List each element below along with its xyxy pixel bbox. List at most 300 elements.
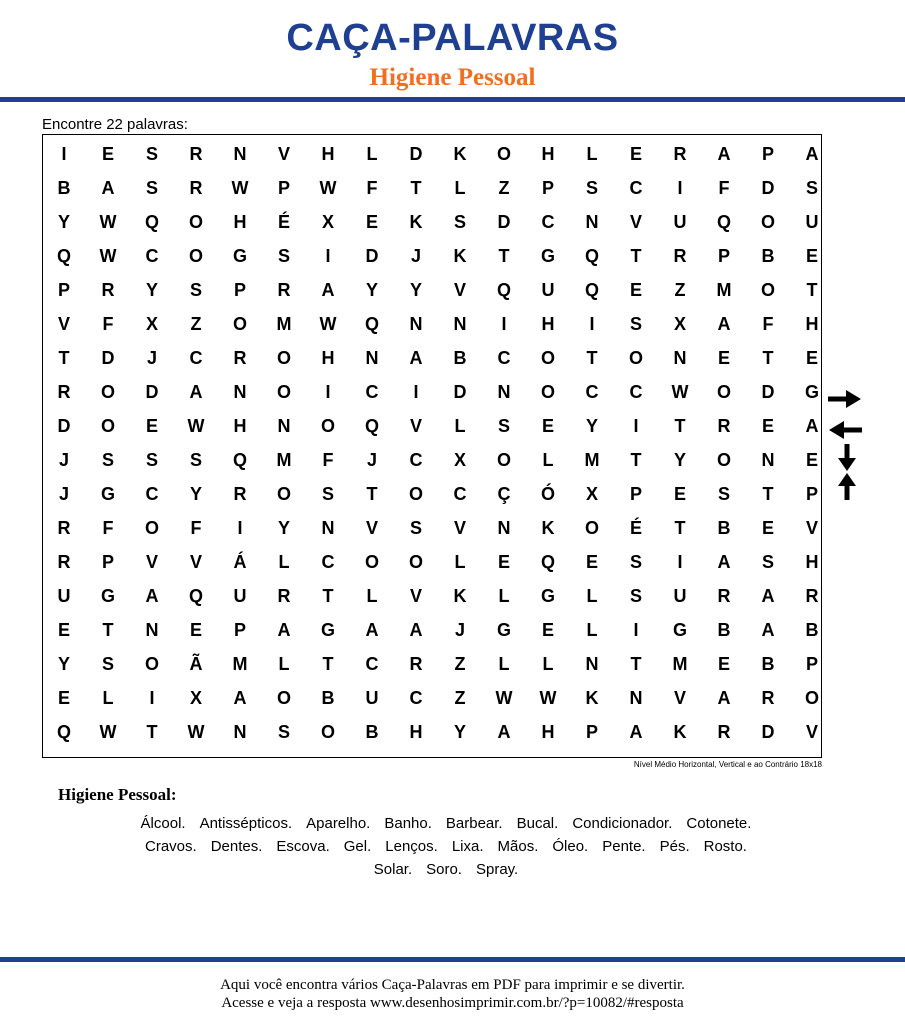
- grid-cell: Q: [540, 552, 555, 572]
- grid-cell: K: [585, 688, 599, 708]
- grid-cell: Y: [277, 518, 290, 538]
- grid-cell: X: [321, 212, 334, 232]
- grid-cell: G: [540, 586, 555, 606]
- grid-cell: E: [541, 620, 554, 640]
- grid-cell: A: [761, 620, 775, 640]
- grid-cell: H: [409, 722, 423, 742]
- grid-cell: L: [454, 178, 466, 198]
- grid-cell: M: [584, 450, 600, 470]
- grid-cell: X: [189, 688, 202, 708]
- grid-cell: S: [145, 450, 158, 470]
- word-list-item: Lenços.: [385, 838, 438, 855]
- word-list-item: Antissépticos.: [199, 815, 293, 832]
- word-list-line: [66, 812, 826, 835]
- grid-cell: E: [761, 518, 774, 538]
- grid-cell: W: [539, 688, 557, 708]
- grid-cell: Q: [56, 722, 71, 742]
- grid-cell: Q: [584, 246, 599, 266]
- grid-cell: Q: [364, 416, 379, 436]
- grid-cell: Y: [409, 280, 422, 300]
- grid-cell: I: [325, 246, 331, 266]
- grid-cell: H: [321, 348, 335, 368]
- grid-cell: A: [365, 620, 379, 640]
- grid-cell: G: [232, 246, 247, 266]
- grid-cell: F: [366, 178, 378, 198]
- grid-cell: N: [585, 654, 599, 674]
- grid-cell: Q: [364, 314, 379, 334]
- grid-cell: U: [541, 280, 555, 300]
- grid-cell: S: [101, 450, 114, 470]
- grid-cell: X: [673, 314, 686, 334]
- grid-cell: N: [497, 518, 511, 538]
- grid-cell: K: [673, 722, 687, 742]
- grid-cell: V: [805, 518, 818, 538]
- grid-cell: O: [716, 382, 731, 402]
- grid-cell: O: [716, 450, 731, 470]
- grid-cell: N: [365, 348, 379, 368]
- grid-cell: L: [586, 586, 598, 606]
- grid-cell: S: [409, 518, 422, 538]
- grid-cell: R: [805, 586, 819, 606]
- grid-cell: B: [761, 654, 775, 674]
- grid-cell: O: [760, 280, 775, 300]
- grid-cell: D: [761, 382, 775, 402]
- grid-cell: V: [409, 586, 422, 606]
- grid-cell: S: [145, 144, 158, 164]
- arrow-right-icon: [828, 390, 862, 408]
- grid-cell: H: [541, 144, 555, 164]
- grid-cell: I: [61, 144, 67, 164]
- grid-cell: T: [410, 178, 422, 198]
- grid-cell: H: [541, 314, 555, 334]
- grid-cell: S: [585, 178, 598, 198]
- grid-cell: S: [321, 484, 334, 504]
- grid-cell: C: [629, 382, 643, 402]
- grid-cell: S: [761, 552, 774, 572]
- arrow-up-icon: [838, 472, 856, 500]
- grid-cell: A: [761, 586, 775, 606]
- grid-cell: M: [716, 280, 732, 300]
- grid-cell: L: [498, 586, 510, 606]
- grid-cell: L: [278, 654, 290, 674]
- grid-cell: A: [717, 552, 731, 572]
- grid-cell: I: [501, 314, 507, 334]
- grid-cell: H: [541, 722, 555, 742]
- grid-cell: V: [365, 518, 378, 538]
- grid-cell: P: [805, 484, 818, 504]
- grid-cell: C: [365, 382, 379, 402]
- footer-line-1: Aqui você encontra vários Caça-Palavras em PDF para imprimir e se divertir.: [220, 977, 685, 993]
- grid-cell: R: [717, 722, 731, 742]
- grid-cell: Y: [673, 450, 686, 470]
- grid-cell: B: [805, 620, 819, 640]
- grid-cell: A: [409, 620, 423, 640]
- grid-cell: R: [233, 348, 247, 368]
- grid-cell: X: [585, 484, 598, 504]
- grid-cell: H: [805, 314, 819, 334]
- grid-cell: T: [806, 280, 818, 300]
- grid-cell: E: [673, 484, 686, 504]
- grid-cell: O: [496, 450, 511, 470]
- grid-cell: Q: [56, 246, 71, 266]
- grid-cell: N: [233, 722, 247, 742]
- grid-cell: L: [278, 552, 290, 572]
- grid-cell: E: [805, 348, 818, 368]
- grid-cell: G: [804, 382, 819, 402]
- grid-cell: O: [760, 212, 775, 232]
- grid-cell: D: [101, 348, 115, 368]
- grid-cell: F: [190, 518, 202, 538]
- grid-cell: R: [57, 552, 71, 572]
- grid-cell: S: [277, 246, 290, 266]
- word-list-item: Mãos.: [497, 838, 539, 855]
- grid-cell: Y: [57, 654, 70, 674]
- grid-cell: Q: [144, 212, 159, 232]
- grid-cell: O: [144, 654, 159, 674]
- grid-cell: V: [453, 280, 466, 300]
- grid-cell: B: [717, 518, 731, 538]
- grid-cell: C: [541, 212, 555, 232]
- grid-cell: Ç: [497, 484, 511, 504]
- grid-cell: A: [717, 314, 731, 334]
- grid-cell: J: [146, 348, 157, 368]
- grid-cell: V: [453, 518, 466, 538]
- grid-cell: D: [409, 144, 423, 164]
- grid-cell: U: [365, 688, 379, 708]
- grid-cell: L: [102, 688, 114, 708]
- grid-cell: I: [589, 314, 595, 334]
- word-list-item: Aparelho.: [306, 815, 371, 832]
- word-list-item: Pés.: [659, 838, 690, 855]
- grid-cell: A: [717, 144, 731, 164]
- grid-cell: C: [145, 484, 159, 504]
- grid-cell: F: [322, 450, 334, 470]
- grid-cell: A: [805, 416, 819, 436]
- grid-cell: J: [454, 620, 465, 640]
- grid-cell: N: [321, 518, 335, 538]
- grid-cell: C: [453, 484, 467, 504]
- grid-cell: W: [231, 178, 249, 198]
- grid-cell: T: [586, 348, 598, 368]
- grid-cell: E: [805, 450, 818, 470]
- grid-cell: G: [100, 484, 115, 504]
- grid-cell: O: [100, 382, 115, 402]
- word-list-item: Escova.: [276, 838, 330, 855]
- grid-cell: W: [99, 246, 117, 266]
- grid-cell: O: [276, 484, 291, 504]
- grid-cell: Q: [584, 280, 599, 300]
- grid-cell: O: [584, 518, 599, 538]
- grid-cell: E: [101, 144, 114, 164]
- grid-cell: É: [277, 212, 290, 232]
- grid-cell: Q: [188, 586, 203, 606]
- grid-cell: N: [453, 314, 467, 334]
- grid-cell: N: [277, 416, 291, 436]
- grid-cell: R: [189, 144, 203, 164]
- grid-cell: O: [408, 552, 423, 572]
- grid-cell: V: [189, 552, 202, 572]
- grid-cell: U: [673, 212, 687, 232]
- word-list-title: Higiene Pessoal:: [58, 785, 177, 804]
- footer-line-2: Acesse e veja a resposta www.desenhosimprimir.com.br/?p=10082/#resposta: [221, 995, 684, 1011]
- grid-cell: E: [629, 144, 642, 164]
- grid-cell: S: [805, 178, 818, 198]
- grid-cell: T: [630, 654, 642, 674]
- grid-cell: O: [100, 416, 115, 436]
- word-list-line: [66, 858, 826, 881]
- grid-cell: C: [409, 450, 423, 470]
- grid-cell: Y: [365, 280, 378, 300]
- grid-cell: A: [409, 348, 423, 368]
- grid-cell: K: [409, 212, 423, 232]
- grid-cell: T: [146, 722, 158, 742]
- grid-cell: Ã: [189, 654, 203, 674]
- grid-cell: P: [717, 246, 730, 266]
- grid-cell: E: [717, 654, 730, 674]
- grid-cell: S: [629, 586, 642, 606]
- word-list-item: Cotonete.: [686, 815, 752, 832]
- grid-cell: H: [233, 416, 247, 436]
- grid-cell: V: [145, 552, 158, 572]
- grid-cell: R: [673, 144, 687, 164]
- grid-cell: S: [629, 314, 642, 334]
- grid-cell: N: [145, 620, 159, 640]
- grid-cell: D: [761, 722, 775, 742]
- grid-cell: A: [321, 280, 335, 300]
- grid-cell: P: [585, 722, 598, 742]
- grid-cell: N: [761, 450, 775, 470]
- grid-cell: R: [57, 382, 71, 402]
- grid-cell: D: [497, 212, 511, 232]
- grid-cell: W: [495, 688, 513, 708]
- grid-cell: T: [762, 484, 774, 504]
- grid-cell: D: [453, 382, 467, 402]
- grid-cell: M: [276, 314, 292, 334]
- word-list-item: Soro.: [426, 861, 462, 878]
- grid-cell: N: [673, 348, 687, 368]
- grid-cell: N: [497, 382, 511, 402]
- grid-cell: H: [321, 144, 335, 164]
- grid-cell: F: [718, 178, 730, 198]
- grid-cell: O: [276, 688, 291, 708]
- grid-cell: W: [99, 212, 117, 232]
- grid-cell: E: [761, 416, 774, 436]
- word-list: [66, 812, 826, 881]
- grid-cell: G: [540, 246, 555, 266]
- word-list-item: Condicionador.: [572, 815, 673, 832]
- grid-cell: Y: [189, 484, 202, 504]
- grid-cell: O: [364, 552, 379, 572]
- grid-cell: G: [320, 620, 335, 640]
- grid-cell: T: [58, 348, 70, 368]
- grid-cell: P: [277, 178, 290, 198]
- grid-cell: O: [144, 518, 159, 538]
- grid-cell: P: [629, 484, 642, 504]
- grid-cell: S: [497, 416, 510, 436]
- grid-cell: P: [233, 280, 246, 300]
- grid-cell: C: [585, 382, 599, 402]
- grid-cell: N: [409, 314, 423, 334]
- grid-cell: E: [497, 552, 510, 572]
- grid-cell: T: [762, 348, 774, 368]
- word-list-item: Pente.: [602, 838, 646, 855]
- grid-cell: E: [145, 416, 158, 436]
- grid-cell: R: [409, 654, 423, 674]
- grid-cell: L: [498, 654, 510, 674]
- grid-cell: L: [542, 450, 554, 470]
- grid-cell: N: [629, 688, 643, 708]
- page-title: CAÇA-PALAVRAS: [286, 17, 619, 59]
- grid-cell: G: [496, 620, 511, 640]
- grid-cell: F: [102, 314, 114, 334]
- page-subtitle: Higiene Pessoal: [369, 64, 536, 91]
- grid-cell: B: [321, 688, 335, 708]
- grid-cell: B: [761, 246, 775, 266]
- grid-cell: B: [453, 348, 467, 368]
- grid-cell: E: [365, 212, 378, 232]
- word-list-item: Lixa.: [451, 838, 484, 855]
- grid-cell: P: [233, 620, 246, 640]
- grid-cell: O: [276, 348, 291, 368]
- grid-cell: B: [365, 722, 379, 742]
- grid-cell: Q: [496, 280, 511, 300]
- grid-cell: E: [717, 348, 730, 368]
- grid-cell: M: [232, 654, 248, 674]
- grid-cell: S: [189, 450, 202, 470]
- word-list-item: Spray.: [475, 861, 519, 878]
- grid-cell: J: [366, 450, 377, 470]
- grid-cell: Z: [454, 688, 466, 708]
- grid-cell: T: [102, 620, 114, 640]
- grid-cell: O: [276, 382, 291, 402]
- grid-cell: E: [57, 688, 70, 708]
- grid-cell: K: [453, 144, 467, 164]
- grid-cell: F: [102, 518, 114, 538]
- grid-cell: S: [145, 178, 158, 198]
- grid-cell: Q: [232, 450, 247, 470]
- grid-cell: B: [57, 178, 71, 198]
- arrow-down-icon: [838, 444, 856, 472]
- top-divider: [0, 97, 905, 102]
- grid-cell: P: [57, 280, 70, 300]
- word-list-item: Bucal.: [516, 815, 559, 832]
- grid-cell: R: [101, 280, 115, 300]
- grid-cell: Z: [190, 314, 202, 334]
- grid-cell: S: [629, 552, 642, 572]
- grid-cell: Á: [233, 552, 247, 572]
- grid-cell: E: [189, 620, 202, 640]
- grid-cell: Q: [716, 212, 731, 232]
- grid-cell: X: [453, 450, 466, 470]
- word-list-item: Solar.: [373, 861, 413, 878]
- word-list-item: Álcool.: [140, 815, 186, 832]
- grid-cell: I: [325, 382, 331, 402]
- grid-cell: Y: [145, 280, 158, 300]
- grid-cell: C: [629, 178, 643, 198]
- grid-cell: A: [629, 722, 643, 742]
- grid-cell: I: [237, 518, 243, 538]
- grid-cell: I: [633, 416, 639, 436]
- grid-cell: G: [100, 586, 115, 606]
- grid-cell: V: [673, 688, 686, 708]
- grid-cell: R: [761, 688, 775, 708]
- grid-cell: P: [805, 654, 818, 674]
- grid-cell: V: [805, 722, 818, 742]
- grid-cell: F: [762, 314, 774, 334]
- grid-cell: K: [541, 518, 555, 538]
- grid-cell: X: [145, 314, 158, 334]
- grid-cell: A: [101, 178, 115, 198]
- grid-cell: K: [453, 246, 467, 266]
- grid-cell: O: [320, 416, 335, 436]
- grid-cell: W: [187, 416, 205, 436]
- grid-cell: O: [232, 314, 247, 334]
- grid-cell: R: [189, 178, 203, 198]
- grid-cell: O: [188, 246, 203, 266]
- grid-cell: I: [413, 382, 419, 402]
- grid-cell: V: [57, 314, 70, 334]
- grid-cell: W: [319, 178, 337, 198]
- grid-cell: T: [366, 484, 378, 504]
- grid-cell: D: [145, 382, 159, 402]
- grid-cell: E: [541, 416, 554, 436]
- word-list-line: [66, 835, 826, 858]
- grid-cell: T: [674, 518, 686, 538]
- grid-cell: U: [673, 586, 687, 606]
- grid-cell: J: [58, 450, 69, 470]
- grid-cell: A: [233, 688, 247, 708]
- grid-cell: Y: [453, 722, 466, 742]
- grid-cell: O: [320, 722, 335, 742]
- grid-cell: S: [101, 654, 114, 674]
- grid-cell: C: [321, 552, 335, 572]
- grid-cell: C: [189, 348, 203, 368]
- grid-cell: V: [409, 416, 422, 436]
- grid-cell: R: [673, 246, 687, 266]
- grid-cell: L: [366, 144, 378, 164]
- grid-cell: P: [761, 144, 774, 164]
- grid-cell: M: [672, 654, 688, 674]
- grid-cell: L: [586, 620, 598, 640]
- grid-cell: A: [805, 144, 819, 164]
- bottom-divider: [0, 957, 905, 962]
- grid-cell: O: [188, 212, 203, 232]
- grid-cell: I: [633, 620, 639, 640]
- grid-cell: Z: [674, 280, 686, 300]
- grid-cell: I: [677, 178, 683, 198]
- grid-cell: I: [677, 552, 683, 572]
- grid-cell: O: [628, 348, 643, 368]
- grid-cell: E: [805, 246, 818, 266]
- grid-cell: T: [322, 654, 334, 674]
- grid-cell: K: [453, 586, 467, 606]
- grid-cell: P: [101, 552, 114, 572]
- grid-cell: V: [629, 212, 642, 232]
- grid-cell: R: [277, 586, 291, 606]
- grid-cell: W: [319, 314, 337, 334]
- grid-cell: T: [322, 586, 334, 606]
- grid-cell: T: [498, 246, 510, 266]
- grid-cell: P: [541, 178, 554, 198]
- grid-cell: U: [233, 586, 247, 606]
- grid-cell: U: [805, 212, 819, 232]
- grid-cell: C: [365, 654, 379, 674]
- word-list-item: Rosto.: [703, 838, 747, 855]
- grid-cell: N: [233, 382, 247, 402]
- grid-cell: R: [717, 416, 731, 436]
- grid-cell: S: [453, 212, 466, 232]
- grid-cell: E: [629, 280, 642, 300]
